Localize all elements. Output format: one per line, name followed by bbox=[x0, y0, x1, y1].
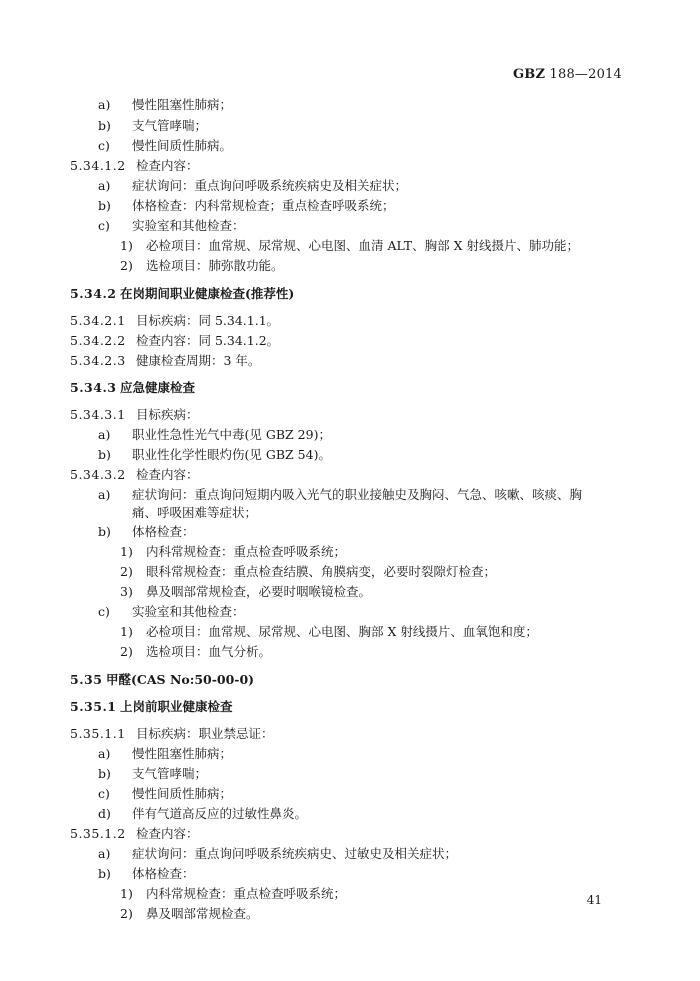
standard-code: GBZ bbox=[512, 67, 546, 82]
sub-list-item: 1) 必检项目：血常规、尿常规、心电图、胸部 X 射线摄片、血氧饱和度； bbox=[120, 624, 538, 639]
list-item: c) 慢性间质性肺病。 bbox=[98, 138, 233, 153]
list-item: c) 实验室和其他检查： bbox=[98, 218, 245, 233]
section-heading: 5.35 甲醛(CAS No:50-00-0) bbox=[70, 672, 255, 687]
sub-list-item: 2) 鼻及咽部常规检查。 bbox=[120, 906, 259, 921]
sub-list-item: 2) 选检项目：肺弥散功能。 bbox=[120, 258, 284, 273]
list-item: b) 职业性化学性眼灼伤(见 GBZ 54)。 bbox=[98, 447, 331, 462]
list-item: a) 职业性急性光气中毒(见 GBZ 29)； bbox=[98, 427, 331, 442]
list-item: a) 症状询问：重点询问短期内吸入光气的职业接触史及胸闷、气急、咳嗽、咳痰、胸痛、呼吸困难等症状； bbox=[98, 487, 583, 520]
sub-list-item: 3) 鼻及咽部常规检查，必要时咽喉镜检查。 bbox=[120, 584, 372, 599]
list-item: b) 体格检查：内科常规检查；重点检查呼吸系统； bbox=[98, 198, 395, 213]
standard-number: 188—2014 bbox=[549, 67, 622, 82]
list-item: a) 慢性阻塞性肺病； bbox=[98, 97, 233, 112]
clause-heading: 5.34.1.2 检查内容： bbox=[70, 158, 199, 173]
list-item: b) 支气管哮喘； bbox=[98, 118, 208, 133]
section-heading: 5.34.3 应急健康检查 bbox=[70, 380, 196, 395]
section-heading: 5.34.2 在岗期间职业健康检查(推荐性) bbox=[70, 286, 295, 301]
clause-heading: 5.35.1.2 检查内容： bbox=[70, 826, 199, 841]
sub-list-item: 1) 内科常规检查：重点检查呼吸系统； bbox=[120, 886, 347, 901]
sub-list-item: 2) 眼科常规检查：重点检查结膜、角膜病变，必要时裂隙灯检查； bbox=[120, 564, 497, 579]
clause-heading: 5.34.3.1 目标疾病： bbox=[70, 407, 199, 422]
clause-heading: 5.34.3.2 检查内容： bbox=[70, 467, 199, 482]
page-number: 41 bbox=[586, 893, 602, 907]
list-item: a) 症状询问：重点询问呼吸系统疾病史、过敏史及相关症状； bbox=[98, 846, 458, 861]
list-item: c) 慢性间质性肺病； bbox=[98, 786, 233, 801]
sub-list-item: 2) 选检项目：血气分析。 bbox=[120, 644, 272, 659]
list-item: b) 体格检查： bbox=[98, 524, 195, 539]
standard-header bbox=[513, 67, 622, 82]
list-item: b) 体格检查： bbox=[98, 866, 195, 881]
clause-heading: 5.34.2.1 目标疾病：同 5.34.1.1。 bbox=[70, 313, 280, 328]
list-item: b) 支气管哮喘； bbox=[98, 766, 208, 781]
list-item: a) 慢性阻塞性肺病； bbox=[98, 746, 233, 761]
clause-heading: 5.35.1.1 目标疾病：职业禁忌证： bbox=[70, 726, 274, 741]
list-item: a) 症状询问：重点询问呼吸系统疾病史及相关症状； bbox=[98, 178, 408, 193]
list-item: d) 伴有气道高反应的过敏性鼻炎。 bbox=[98, 806, 308, 821]
sub-list-item: 1) 内科常规检查：重点检查呼吸系统； bbox=[120, 544, 347, 559]
sub-list-item: 1) 必检项目：血常规、尿常规、心电图、血清 ALT、胸部 X 射线摄片、肺功能； bbox=[120, 238, 579, 253]
clause-heading: 5.34.2.3 健康检查周期：3 年。 bbox=[70, 353, 261, 368]
section-heading: 5.35.1 上岗前职业健康检查 bbox=[70, 699, 233, 714]
list-item: c) 实验室和其他检查： bbox=[98, 604, 245, 619]
clause-heading: 5.34.2.2 检查内容：同 5.34.1.2。 bbox=[70, 333, 280, 348]
